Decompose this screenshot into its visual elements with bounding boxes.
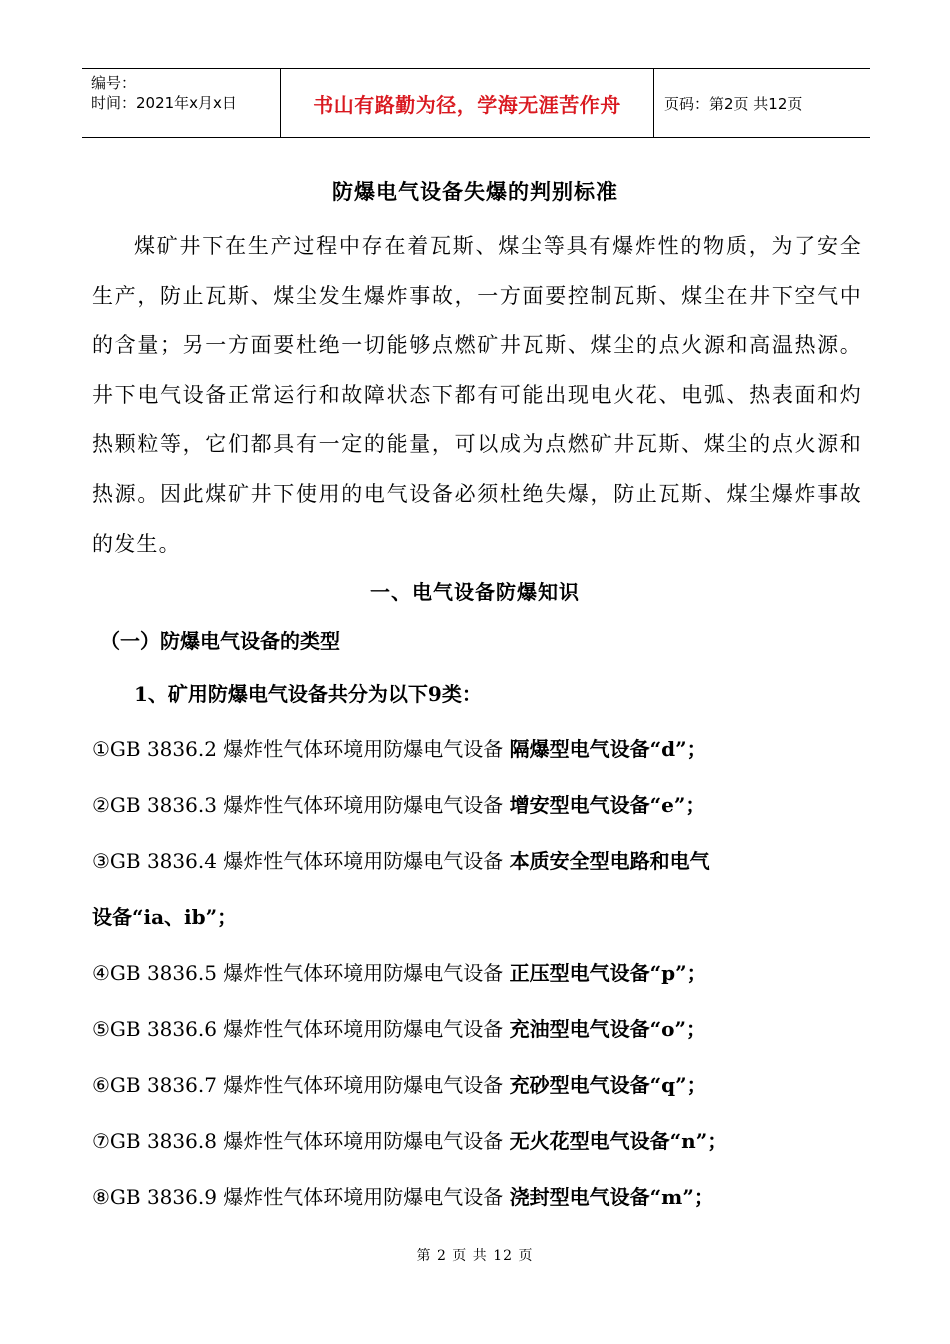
list-item <box>92 1183 714 1211</box>
item-standard: ②GB 3836.3 爆炸性气体环境用防爆电气设备 <box>92 793 510 817</box>
list-item <box>92 1127 727 1155</box>
list-heading: 1、矿用防爆电气设备共分为以下9类： <box>134 682 482 706</box>
header-meta-cell <box>82 69 281 137</box>
list-item <box>92 791 705 819</box>
item-standard: ⑧GB 3836.9 爆炸性气体环境用防爆电气设备 <box>92 1185 510 1209</box>
page-header <box>82 68 870 138</box>
intro-paragraph: 煤矿井下在生产过程中存在着瓦斯、煤尘等具有爆炸性的物质，为了安全生产，防止瓦斯、煤尘发生爆炸事故，一方面要控制瓦斯、煤尘在井下空气中的含量；另一方面要杜绝一切能够点燃矿井瓦斯、煤尘的点火源和高温热源。井下电气设备正常运行和故障状态下都有可能出现电火花、电弧、热表面和灼热颗粒等，它们都具有一定的能量，可以成为点燃矿井瓦斯、煤尘的点火源和热源。因此煤矿井下使用的电气设备必须杜绝失爆，防止瓦斯、煤尘爆炸事故的发生。 <box>92 234 862 556</box>
subsection-title: （一）防爆电气设备的类型 <box>100 629 340 653</box>
item-standard: ①GB 3836.2 爆炸性气体环境用防爆电气设备 <box>92 737 510 761</box>
item-type: 隔爆型电气设备“d”； <box>509 737 707 761</box>
item-type: 增安型电气设备“e”； <box>509 793 706 817</box>
item-type: 浇封型电气设备“m”； <box>509 1185 714 1209</box>
item-standard: ④GB 3836.5 爆炸性气体环境用防爆电气设备 <box>92 961 510 985</box>
page-footer: 第 2 页 共 12 页 <box>416 1248 534 1264</box>
header-motto: 书山有路勤为径，学海无涯苦作舟 <box>281 69 654 137</box>
list-item <box>92 1015 706 1043</box>
section-title: 一、电气设备防爆知识 <box>370 580 580 604</box>
item-standard: ⑦GB 3836.8 爆炸性气体环境用防爆电气设备 <box>92 1129 510 1153</box>
item-type: 正压型电气设备“p”； <box>509 961 707 985</box>
item-type: 本质安全型电路和电气 <box>509 849 710 873</box>
document-number-label: 编号： <box>91 74 137 92</box>
document-time-label: 时间：2021年x月x日 <box>91 94 237 112</box>
item-type: 无火花型电气设备“n”； <box>509 1129 728 1153</box>
header-page-info: 页码：第2页 共12页 <box>664 94 803 113</box>
list-item <box>92 959 707 987</box>
list-item <box>92 735 707 763</box>
list-item <box>92 1071 707 1099</box>
document-title: 防爆电气设备失爆的判别标准 <box>332 179 618 204</box>
list-item-continuation: 设备“ia、ib”； <box>92 905 238 929</box>
item-standard: ⑥GB 3836.7 爆炸性气体环境用防爆电气设备 <box>92 1073 510 1097</box>
item-standard: ③GB 3836.4 爆炸性气体环境用防爆电气设备 <box>92 849 510 873</box>
item-type: 充油型电气设备“o”； <box>509 1017 707 1041</box>
item-standard: ⑤GB 3836.6 爆炸性气体环境用防爆电气设备 <box>92 1017 510 1041</box>
list-item <box>92 847 710 875</box>
item-type: 充砂型电气设备“q”； <box>509 1073 707 1097</box>
